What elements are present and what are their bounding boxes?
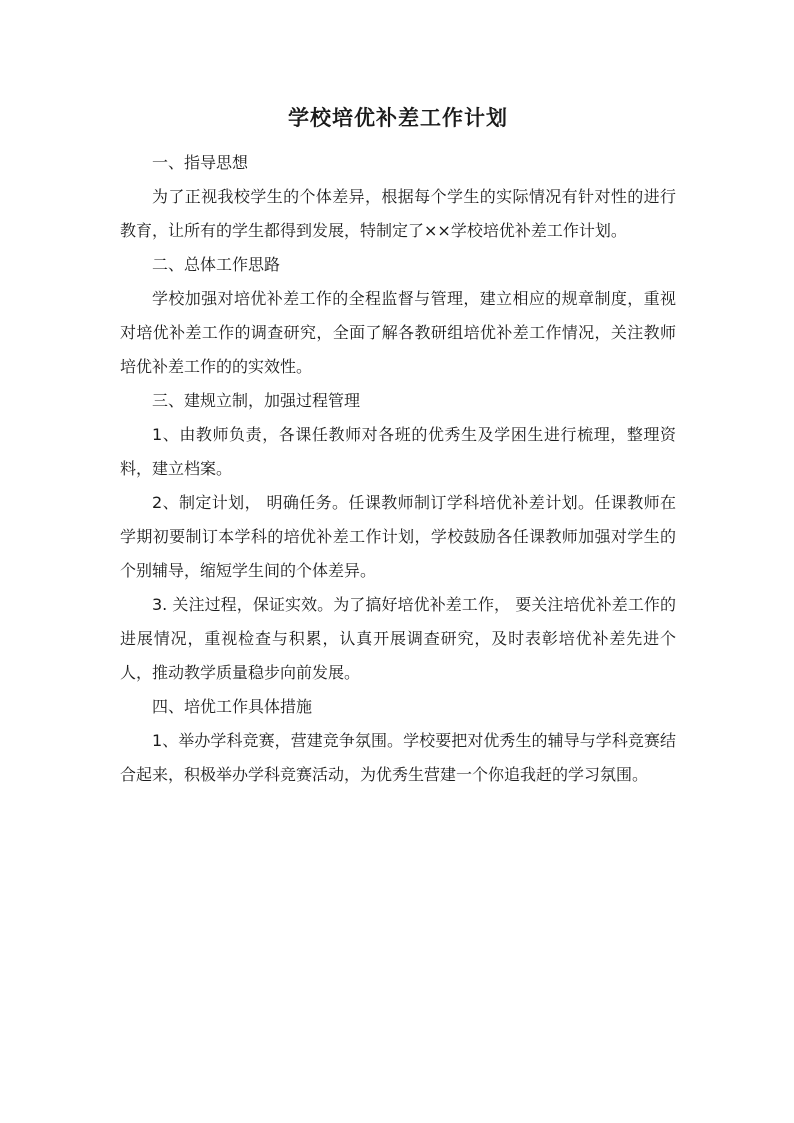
document-title: 学校培优补差工作计划 — [288, 105, 508, 130]
paragraph: 3. 关注过程，保证实效。为了搞好培优补差工作， 要关注培优补差工作的进展情况，重视检查与积累，认真开展调查研究，及时表彰培优补差先进个人，推动教学质量稳步向前发展。 — [120, 595, 676, 682]
document-body — [120, 100, 676, 792]
section-heading-overall-approach: 二、总体工作思路 — [152, 255, 281, 274]
section-heading-guiding-ideology: 一、指导思想 — [152, 153, 249, 172]
section-heading-process-management: 三、建规立制，加强过程管理 — [152, 391, 361, 410]
paragraph: 学校加强对培优补差工作的全程监督与管理，建立相应的规章制度，重视对培优补差工作的调查研究，全面了解各教研组培优补差工作情况，关注教师培优补差工作的的实效性。 — [120, 289, 676, 376]
paragraph: 1、举办学科竞赛，营建竞争氛围。学校要把对优秀生的辅导与学科竞赛结合起来，积极举办学科竞赛活动，为优秀生营建一个你追我赶的学习氛围。 — [120, 731, 676, 784]
section-heading-specific-measures: 四、培优工作具体措施 — [152, 697, 313, 716]
paragraph: 2、制定计划， 明确任务。任课教师制订学科培优补差计划。任课教师在学期初要制订本学科的培优补差工作计划，学校鼓励各任课教师加强对学生的个别辅导，缩短学生间的个体差异。 — [120, 493, 676, 580]
paragraph: 为了正视我校学生的个体差异，根据每个学生的实际情况有针对性的进行教育，让所有的学生都得到发展，特制定了××学校培优补差工作计划。 — [120, 187, 676, 240]
paragraph: 1、由教师负责，各课任教师对各班的优秀生及学困生进行梳理，整理资料，建立档案。 — [120, 425, 676, 478]
